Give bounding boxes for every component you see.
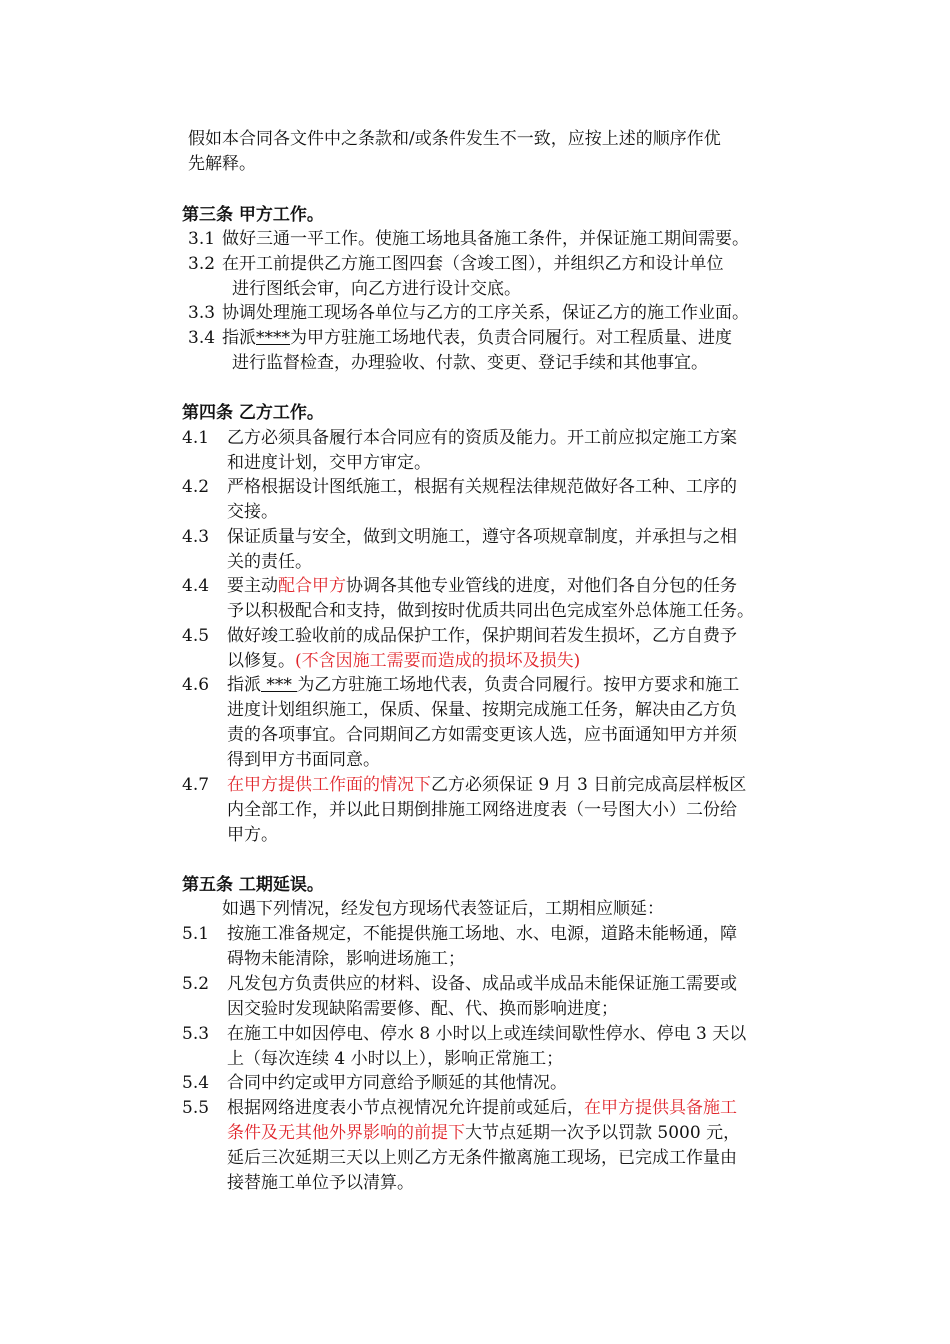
item-4-4-highlight: 配合甲方 — [278, 576, 346, 596]
item-4-7-text-b: 乙方必须保证 9 月 3 日前完成高层样板区 — [431, 775, 747, 795]
item-4-5-text: 做好竣工验收前的成品保护工作，保护期间若发生损坏，乙方自费予 — [227, 626, 737, 646]
item-5-2-text: 凡发包方负责供应的材料、设备、成品或半成品未能保证施工需要或 — [227, 974, 737, 994]
item-4-1-number: 4.1 — [182, 428, 210, 448]
item-4-4-text-cont: 予以积极配合和支持，做到按时优质共同出色完成室外总体施工任务。 — [227, 601, 754, 621]
item-3-2-text-cont: 进行图纸会审，向乙方进行设计交底。 — [232, 279, 521, 299]
item-5-3-number: 5.3 — [182, 1024, 210, 1044]
item-4-4-text-a: 要主动 — [227, 576, 278, 596]
item-3-4-number: 3.4 — [188, 328, 216, 348]
item-4-2-text-cont: 交接。 — [227, 502, 278, 522]
item-4-7-highlight: 在甲方提供工作面的情况下 — [227, 775, 431, 795]
item-4-5-text-cont — [227, 648, 580, 674]
item-5-5-text — [227, 1095, 737, 1121]
item-4-3-number: 4.3 — [182, 527, 210, 547]
item-4-5-highlight: (不含因施工需要而造成的损坏及损失) — [295, 651, 581, 671]
item-4-4-text-b: 协调各其他专业管线的进度，对他们各自分包的任务 — [346, 576, 737, 596]
item-3-2-text: 在开工前提供乙方施工图四套（含竣工图），并组织乙方和设计单位 — [222, 254, 724, 274]
item-5-1-text: 按施工准备规定，不能提供施工场地、水、电源，道路未能畅通，障 — [227, 924, 737, 944]
article-5-lead: 如遇下列情况，经发包方现场代表签证后，工期相应顺延： — [222, 899, 664, 919]
item-4-6-mask: *** — [261, 675, 298, 695]
item-4-4-number: 4.4 — [182, 576, 210, 596]
item-4-5-text-cont-a: 以修复。 — [227, 651, 295, 671]
item-5-4-text: 合同中约定或甲方同意给予顺延的其他情况。 — [227, 1073, 567, 1093]
item-4-7-text-cont-2: 甲方。 — [227, 825, 278, 845]
item-4-2-text: 严格根据设计图纸施工，根据有关规程法律规范做好各工种、工序的 — [227, 477, 737, 497]
item-5-5-highlight-2: 条件及无其他外界影响的前提下 — [227, 1123, 465, 1143]
item-5-5-text-cont-3: 接替施工单位予以清算。 — [227, 1173, 414, 1193]
item-5-5-text-cont-1 — [227, 1120, 740, 1146]
item-4-6-text-b: 为乙方驻施工场地代表，负责合同履行。按甲方要求和施工 — [297, 675, 740, 695]
item-5-3-text: 在施工中如因停电、停水 8 小时以上或连续间歇性停水、停电 3 天以 — [227, 1024, 747, 1044]
item-4-6-text-cont-1: 进度计划组织施工，保质、保量、按期完成施工任务，解决由乙方负 — [227, 700, 737, 720]
item-5-5-highlight-1: 在甲方提供具备施工 — [584, 1098, 737, 1118]
item-4-6-text-cont-2: 责的各项事宜。合同期间乙方如需变更该人选，应书面通知甲方并须 — [227, 725, 737, 745]
item-4-2-number: 4.2 — [182, 477, 210, 497]
item-4-1-text-cont: 和进度计划，交甲方审定。 — [227, 453, 431, 473]
item-4-6-number: 4.6 — [182, 675, 210, 695]
item-5-5-text-cont-2: 延后三次延期三天以上则乙方无条件撤离施工现场，已完成工作量由 — [227, 1148, 737, 1168]
item-4-6-text-cont-3: 得到甲方书面同意。 — [227, 750, 380, 770]
item-3-4-text-b: 为甲方驻施工场地代表，负责合同履行。对工程质量、进度 — [290, 328, 732, 348]
item-3-3-text: 协调处理施工现场各单位与乙方的工序关系，保证乙方的施工作业面。 — [222, 303, 749, 323]
item-3-4-text-a: 指派 — [222, 328, 256, 348]
item-5-5-number: 5.5 — [182, 1098, 210, 1118]
item-5-3-text-cont: 上（每次连续 4 小时以上），影响正常施工； — [227, 1049, 564, 1069]
article-5-heading: 第五条 工期延误。 — [182, 875, 324, 895]
item-5-1-number: 5.1 — [182, 924, 210, 944]
item-4-6-text — [227, 672, 739, 698]
item-5-5-text-b: 大节点延期一次予以罚款 5000 元， — [465, 1123, 741, 1143]
item-3-1-text: 做好三通一平工作。使施工场地具备施工条件，并保证施工期间需要。 — [222, 229, 749, 249]
item-5-5-text-a: 根据网络进度表小节点视情况允许提前或延后， — [227, 1098, 584, 1118]
item-5-1-text-cont: 碍物未能清除，影响进场施工； — [227, 949, 465, 969]
item-3-4-text — [222, 325, 732, 351]
article-3-heading: 第三条 甲方工作。 — [182, 205, 324, 225]
item-4-7-number: 4.7 — [182, 775, 210, 795]
item-5-4-number: 5.4 — [182, 1073, 210, 1093]
item-3-2-number: 3.2 — [188, 254, 216, 274]
item-3-4-text-cont: 进行监督检查，办理验收、付款、变更、登记手续和其他事宜。 — [232, 353, 708, 373]
intro-line-2: 先解释。 — [188, 154, 256, 174]
article-4-heading: 第四条 乙方工作。 — [182, 403, 324, 423]
item-4-3-text-cont: 关的责任。 — [227, 552, 312, 572]
intro-line-1: 假如本合同各文件中之条款和/或条件发生不一致，应按上述的顺序作优 — [188, 129, 721, 149]
item-4-7-text-cont-1: 内全部工作，并以此日期倒排施工网络进度表（一号图大小）二份给 — [227, 800, 737, 820]
item-5-2-number: 5.2 — [182, 974, 210, 994]
item-4-3-text: 保证质量与安全，做到文明施工，遵守各项规章制度，并承担与之相 — [227, 527, 737, 547]
item-3-1-number: 3.1 — [188, 229, 216, 249]
item-4-5-number: 4.5 — [182, 626, 210, 646]
item-4-7-text — [227, 772, 746, 798]
item-4-1-text: 乙方必须具备履行本合同应有的资质及能力。开工前应拟定施工方案 — [227, 428, 737, 448]
item-4-6-text-a: 指派 — [227, 675, 261, 695]
item-3-4-mask: **** — [256, 328, 290, 348]
item-4-4-text — [227, 573, 737, 599]
item-3-3-number: 3.3 — [188, 303, 216, 323]
item-5-2-text-cont: 因交验时发现缺陷需要修、配、代、换而影响进度； — [227, 999, 618, 1019]
